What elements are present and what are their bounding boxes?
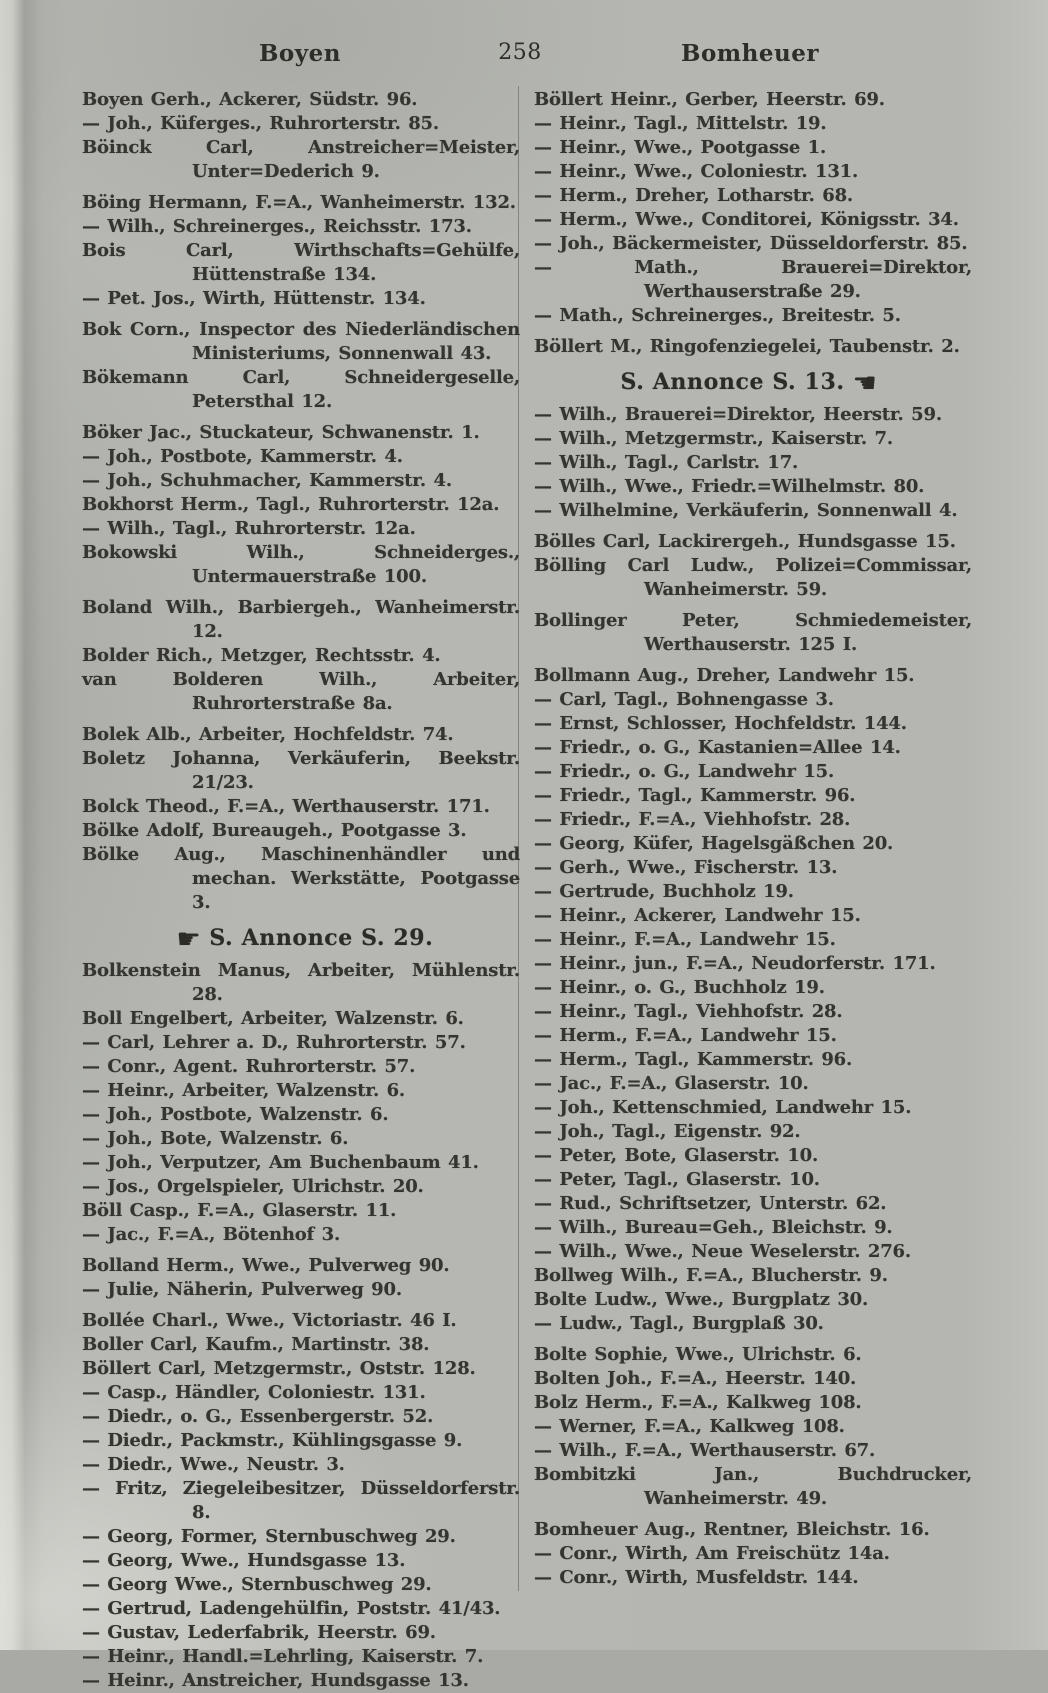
directory-entry: — Wilh., Schreinerges., Reichsstr. 173. [82, 216, 472, 237]
directory-entry: Bombitzki Jan., Buchdrucker, Wanheimerstr. 49. [534, 1464, 972, 1509]
directory-entry: van Bolderen Wilh., Arbeiter, Ruhrorterstraße 8a. [82, 669, 520, 714]
directory-entry: — Friedr., Tagl., Kammerstr. 96. [534, 785, 856, 806]
directory-entry: Bollinger Peter, Schmiedemeister, Werthauserstr. 125 I. [534, 610, 972, 655]
directory-entry: Bolte Sophie, Wwe., Ulrichstr. 6. [534, 1344, 862, 1365]
directory-entry: — Gertrud, Ladengehülfin, Poststr. 41/43. [82, 1598, 501, 1619]
directory-entry: Boller Carl, Kaufm., Martinstr. 38. [82, 1334, 430, 1355]
directory-entry: — Friedr., F.=A., Viehhofstr. 28. [534, 809, 851, 830]
directory-entry: — Friedr., o. G., Kastanien=Allee 14. [534, 737, 901, 758]
directory-entry: — Georg Wwe., Sternbuschweg 29. [82, 1574, 432, 1595]
directory-entry: — Georg, Former, Sternbuschweg 29. [82, 1526, 456, 1547]
directory-entry: — Jac., F.=A., Bötenhof 3. [82, 1224, 341, 1245]
directory-entry: — Georg, Küfer, Hagelsgäßchen 20. [534, 833, 894, 854]
directory-entry: — Ernst, Schlosser, Hochfeldstr. 144. [534, 713, 907, 734]
directory-entry: — Jos., Orgelspieler, Ulrichstr. 20. [82, 1176, 424, 1197]
directory-entry: — Herm., F.=A., Landwehr 15. [534, 1025, 837, 1046]
manicule-left-icon: ☚ [852, 368, 878, 399]
directory-entry: — Casp., Händler, Coloniestr. 131. [82, 1382, 426, 1403]
directory-entry: — Conr., Agent. Ruhrorterstr. 57. [82, 1056, 416, 1077]
directory-entry: — Joh., Bäckermeister, Düsseldorferstr. 85. [534, 233, 968, 254]
directory-entry: Boll Engelbert, Arbeiter, Walzenstr. 6. [82, 1008, 464, 1029]
right-column [534, 88, 972, 1590]
running-title-right: Bomheuer [681, 40, 819, 67]
directory-entry: — Heinr., o. G., Buchholz 19. [534, 977, 825, 998]
directory-entry: — Wilh., F.=A., Werthauserstr. 67. [534, 1440, 876, 1461]
directory-entry: Bolek Alb., Arbeiter, Hochfeldstr. 74. [82, 724, 454, 745]
left-column [82, 88, 520, 1693]
running-title-left: Boyen [258, 40, 341, 67]
directory-entry: — Heinr., jun., F.=A., Neudorferstr. 171. [534, 953, 936, 974]
directory-entry: — Werner, F.=A., Kalkweg 108. [534, 1416, 845, 1437]
directory-entry: Bolkenstein Manus, Arbeiter, Mühlenstr. 28. [82, 960, 520, 1005]
directory-entry: — Heinr., Ackerer, Landwehr 15. [534, 905, 861, 926]
directory-entry: Bollweg Wilh., F.=A., Blucherstr. 9. [534, 1265, 888, 1286]
directory-entry: — Math., Brauerei=Direktor, Werthauserstraße 29. [534, 257, 972, 302]
directory-entry: — Conr., Wirth, Musfeldstr. 144. [534, 1567, 859, 1588]
directory-entry: Bökemann Carl, Schneidergeselle, Petersthal 12. [82, 367, 520, 412]
page-number: 258 [498, 40, 542, 65]
directory-entry: — Friedr., o. G., Landwehr 15. [534, 761, 835, 782]
directory-entry: — Joh., Kettenschmied, Landwehr 15. [534, 1097, 912, 1118]
directory-entry: Böinck Carl, Anstreicher=Meister, Unter=Dederich 9. [82, 137, 520, 182]
directory-entry: Bolck Theod., F.=A., Werthauserstr. 171. [82, 796, 490, 817]
directory-entry: — Herm., Tagl., Kammerstr. 96. [534, 1049, 853, 1070]
annonce-heading [534, 368, 972, 399]
directory-entry: Böllert M., Ringofenziegelei, Taubenstr. 2. [534, 336, 960, 357]
directory-entry: — Diedr., o. G., Essenbergerstr. 52. [82, 1406, 434, 1427]
directory-entry: Bölke Adolf, Bureaugeh., Pootgasse 3. [82, 820, 467, 841]
directory-entry: — Carl, Lehrer a. D., Ruhrorterstr. 57. [82, 1032, 466, 1053]
directory-entry: — Conr., Wirth, Am Freischütz 14a. [534, 1543, 890, 1564]
directory-entry: — Joh., Bote, Walzenstr. 6. [82, 1128, 349, 1149]
directory-entry: Boyen Gerh., Ackerer, Südstr. 96. [82, 89, 418, 110]
directory-entry: — Wilh., Wwe., Friedr.=Wilhelmstr. 80. [534, 476, 925, 497]
directory-entry: — Wilh., Tagl., Ruhrorterstr. 12a. [82, 518, 416, 539]
directory-entry: — Gertrude, Buchholz 19. [534, 881, 794, 902]
directory-entry: — Georg, Wwe., Hundsgasse 13. [82, 1550, 406, 1571]
directory-entry: — Wilhelmine, Verkäuferin, Sonnenwall 4. [534, 500, 958, 521]
directory-entry: — Peter, Tagl., Glaserstr. 10. [534, 1169, 820, 1190]
directory-entry: — Heinr., Handl.=Lehrling, Kaiserstr. 7. [82, 1646, 484, 1667]
directory-entry: Bokowski Wilh., Schneiderges., Untermauerstraße 100. [82, 542, 520, 587]
directory-entry: — Wilh., Tagl., Carlstr. 17. [534, 452, 799, 473]
directory-entry: Bollmann Aug., Dreher, Landwehr 15. [534, 665, 915, 686]
directory-entry: Böker Jac., Stuckateur, Schwanenstr. 1. [82, 422, 480, 443]
directory-entry: — Julie, Näherin, Pulverweg 90. [82, 1279, 402, 1300]
directory-entry: — Wilh., Bureau=Geh., Bleichstr. 9. [534, 1217, 893, 1238]
directory-entry: — Jac., F.=A., Glaserstr. 10. [534, 1073, 809, 1094]
directory-entry: — Math., Schreinerges., Breitestr. 5. [534, 305, 901, 326]
directory-entry: — Heinr., Wwe., Pootgasse 1. [534, 137, 827, 158]
directory-entry: Bolte Ludw., Wwe., Burgplatz 30. [534, 1289, 869, 1310]
directory-entry: — Joh., Tagl., Eigenstr. 92. [534, 1121, 801, 1142]
directory-entry: — Joh., Schuhmacher, Kammerstr. 4. [82, 470, 452, 491]
directory-entry: Bollée Charl., Wwe., Victoriastr. 46 I. [82, 1310, 457, 1331]
directory-entry: — Gerh., Wwe., Fischerstr. 13. [534, 857, 838, 878]
directory-entry: Böing Hermann, F.=A., Wanheimerstr. 132. [82, 192, 516, 213]
annonce-text: S. Annonce S. 29. [209, 925, 434, 951]
directory-entry: Bölles Carl, Lackirergeh., Hundsgasse 15. [534, 531, 956, 552]
directory-entry: — Joh., Küferges., Ruhrorterstr. 85. [82, 113, 439, 134]
directory-entry: Bolder Rich., Metzger, Rechtsstr. 4. [82, 645, 441, 666]
directory-entry: Bölling Carl Ludw., Polizei=Commissar, Wanheimerstr. 59. [534, 555, 972, 600]
directory-entry: Bolten Joh., F.=A., Heerstr. 140. [534, 1368, 857, 1389]
directory-entry: — Ludw., Tagl., Burgplaß 30. [534, 1313, 824, 1334]
directory-entry: — Diedr., Wwe., Neustr. 3. [82, 1454, 345, 1475]
directory-entry: — Pet. Jos., Wirth, Hüttenstr. 134. [82, 288, 426, 309]
directory-entry: Bok Corn., Inspector des Niederländischen Ministeriums, Sonnenwall 43. [82, 319, 520, 364]
directory-entry: — Peter, Bote, Glaserstr. 10. [534, 1145, 819, 1166]
directory-entry: Boletz Johanna, Verkäuferin, Beekstr. 21/23. [82, 748, 520, 793]
directory-entry: Boland Wilh., Barbiergeh., Wanheimerstr. 12. [82, 597, 520, 642]
directory-entry: — Joh., Postbote, Kammerstr. 4. [82, 446, 403, 467]
directory-entry: — Gustav, Lederfabrik, Heerstr. 69. [82, 1622, 436, 1643]
directory-entry: Bomheuer Aug., Rentner, Bleichstr. 16. [534, 1519, 930, 1540]
directory-entry: — Joh., Postbote, Walzenstr. 6. [82, 1104, 389, 1125]
directory-entry: Böll Casp., F.=A., Glaserstr. 11. [82, 1200, 397, 1221]
directory-entry: — Wilh., Metzgermstr., Kaiserstr. 7. [534, 428, 893, 449]
directory-entry: — Herm., Dreher, Lotharstr. 68. [534, 185, 853, 206]
directory-entry: — Wilh., Wwe., Neue Weselerstr. 276. [534, 1241, 911, 1262]
directory-entry: — Carl, Tagl., Bohnengasse 3. [534, 689, 834, 710]
directory-entry: — Fritz, Ziegeleibesitzer, Düsseldorferstr. 8. [82, 1478, 520, 1523]
directory-entry: — Heinr., Anstreicher, Hundsgasse 13. [82, 1670, 469, 1691]
directory-entry: — Wilh., Brauerei=Direktor, Heerstr. 59. [534, 404, 942, 425]
directory-entry: — Joh., Verputzer, Am Buchenbaum 41. [82, 1152, 479, 1173]
directory-entry: — Diedr., Packmstr., Kühlingsgasse 9. [82, 1430, 463, 1451]
annonce-text: S. Annonce S. 13. [620, 369, 845, 395]
manicule-right-icon: ☛ [176, 924, 202, 955]
directory-entry: — Heinr., Tagl., Viehhofstr. 28. [534, 1001, 843, 1022]
directory-entry: — Heinr., Tagl., Mittelstr. 19. [534, 113, 827, 134]
annonce-heading [82, 924, 520, 955]
directory-entry: Bolland Herm., Wwe., Pulverweg 90. [82, 1255, 450, 1276]
directory-entry: Bölke Aug., Maschinenhändler und mechan. Werkstätte, Pootgasse 3. [82, 844, 520, 913]
directory-entry: — Heinr., F.=A., Landwehr 15. [534, 929, 836, 950]
directory-entry: — Rud., Schriftsetzer, Unterstr. 62. [534, 1193, 887, 1214]
directory-entry: — Heinr., Wwe., Coloniestr. 131. [534, 161, 859, 182]
directory-entry: Bokhorst Herm., Tagl., Ruhrorterstr. 12a. [82, 494, 500, 515]
directory-entry: Böllert Heinr., Gerber, Heerstr. 69. [534, 89, 885, 110]
directory-entry: — Herm., Wwe., Conditorei, Königsstr. 34. [534, 209, 959, 230]
directory-entry: Bois Carl, Wirthschafts=Gehülfe, Hüttenstraße 134. [82, 240, 520, 285]
directory-entry: Bolz Herm., F.=A., Kalkweg 108. [534, 1392, 862, 1413]
directory-entry: Böllert Carl, Metzgermstr., Oststr. 128. [82, 1358, 476, 1379]
directory-entry: — Heinr., Arbeiter, Walzenstr. 6. [82, 1080, 405, 1101]
